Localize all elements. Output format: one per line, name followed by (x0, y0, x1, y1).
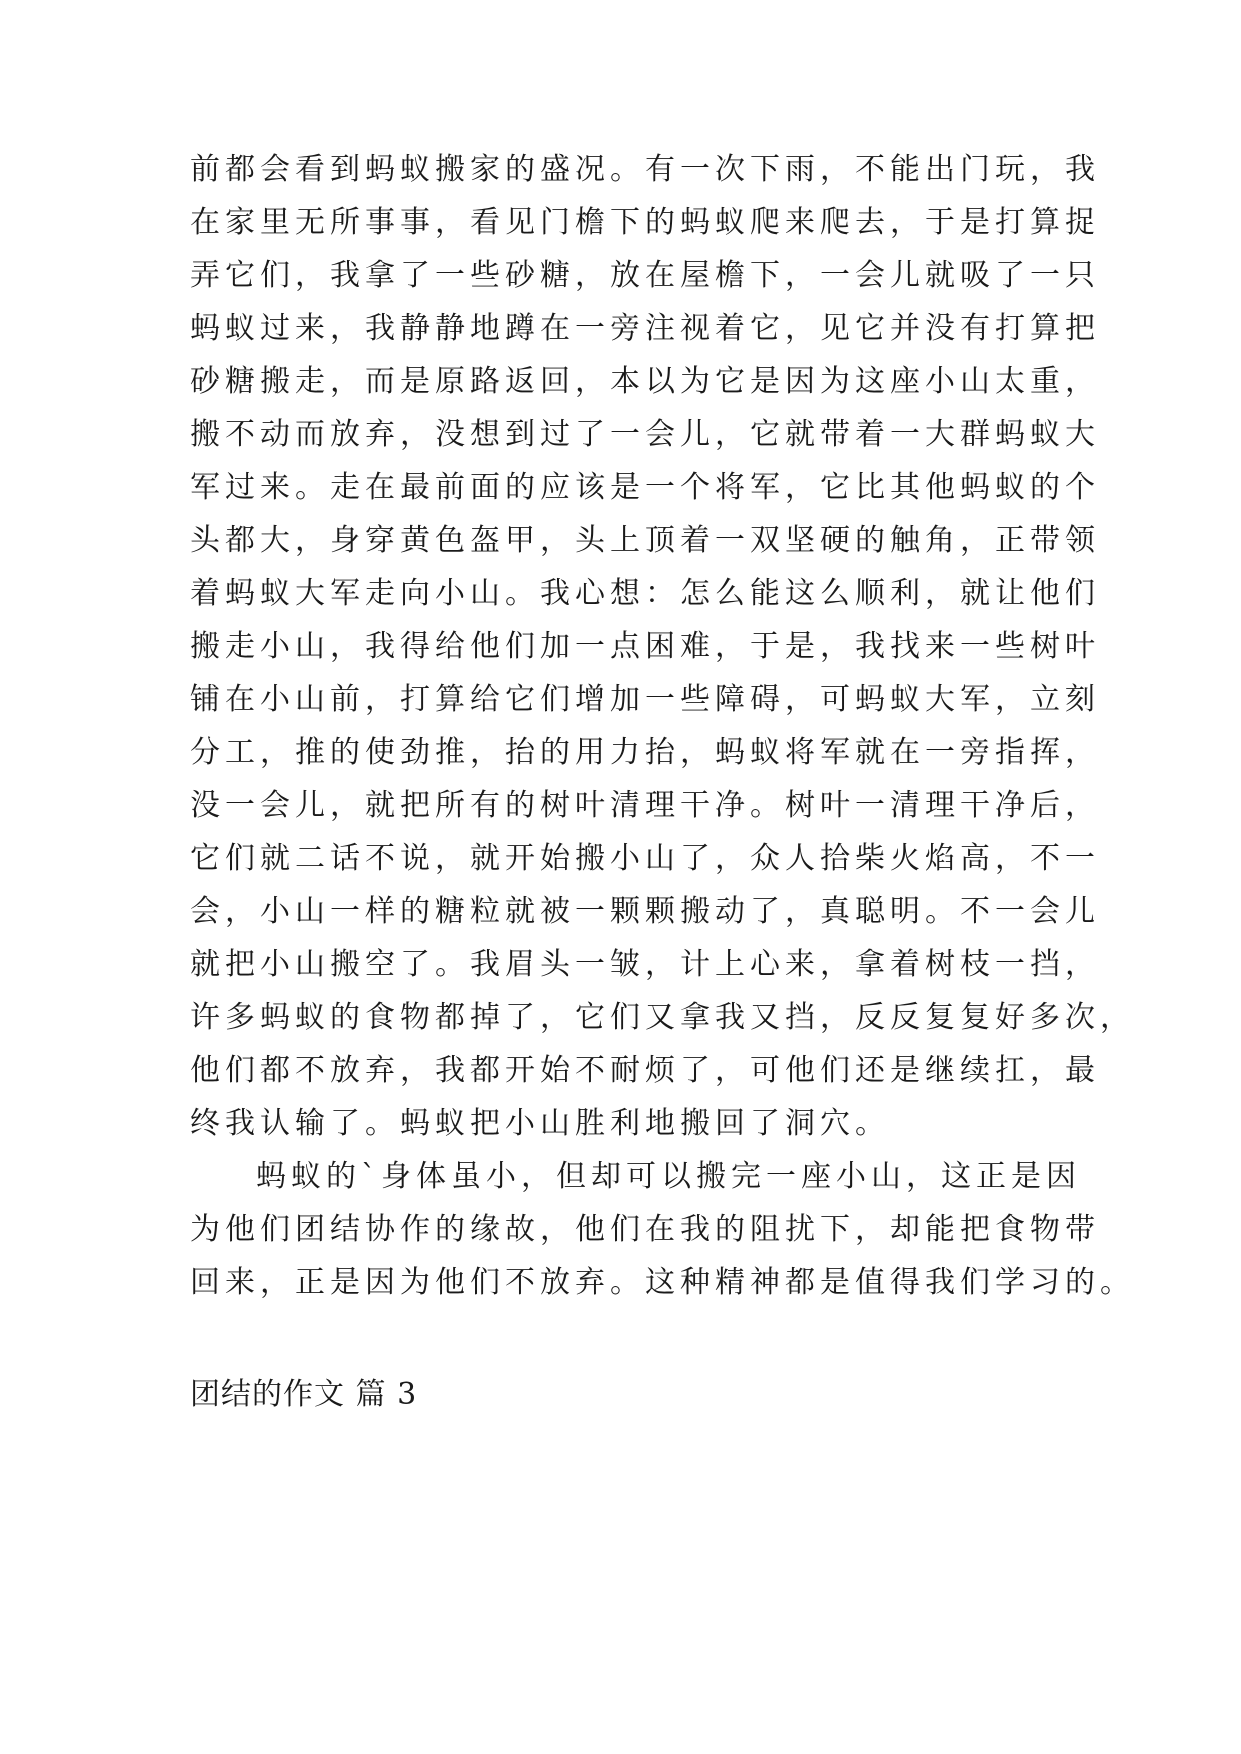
paragraph-1-line-14: 它们就二话不说，就开始搬小山了，众人拾柴火焰高，不一 (190, 841, 1100, 876)
paragraph-1-line-8: 头都大，身穿黄色盔甲，头上顶着一双坚硬的触角，正带领 (190, 523, 1100, 558)
paragraph-1-line-11: 铺在小山前，打算给它们增加一些障碍，可蚂蚁大军，立刻 (190, 682, 1100, 717)
paragraph-2-line-3: 回来，正是因为他们不放弃。这种精神都是值得我们学习的。 (190, 1265, 1135, 1300)
paragraph-1-line-19: 终我认输了。蚂蚁把小山胜利地搬回了洞穴。 (190, 1106, 890, 1141)
paragraph-1-line-7: 军过来。走在最前面的应该是一个将军，它比其他蚂蚁的个 (190, 470, 1100, 505)
paragraph-1-line-17: 许多蚂蚁的食物都掉了，它们又拿我又挡，反反复复好多次， (190, 1000, 1135, 1035)
paragraph-1-line-10: 搬走小山，我得给他们加一点困难，于是，我找来一些树叶 (190, 629, 1100, 664)
section-heading: 团结的作文 篇 3 (190, 1377, 418, 1412)
paragraph-1-line-16: 就把小山搬空了。我眉头一皱，计上心来，拿着树枝一挡， (190, 947, 1100, 982)
paragraph-1-line-18: 他们都不放弃，我都开始不耐烦了，可他们还是继续扛，最 (190, 1053, 1100, 1088)
paragraph-1-line-9: 着蚂蚁大军走向小山。我心想：怎么能这么顺利，就让他们 (190, 576, 1100, 611)
paragraph-1-line-2: 在家里无所事事，看见门檐下的蚂蚁爬来爬去，于是打算捉 (190, 205, 1100, 240)
paragraph-1-line-15: 会，小山一样的糖粒就被一颗颗搬动了，真聪明。不一会儿 (190, 894, 1100, 929)
paragraph-2-line-1: 蚂蚁的`身体虽小，但却可以搬完一座小山，这正是因 (256, 1159, 1081, 1194)
paragraph-1-line-5: 砂糖搬走，而是原路返回，本以为它是因为这座小山太重， (190, 364, 1100, 399)
paragraph-1-line-13: 没一会儿，就把所有的树叶清理干净。树叶一清理干净后， (190, 788, 1100, 823)
paragraph-1-line-12: 分工，推的使劲推，抬的用力抬，蚂蚁将军就在一旁指挥， (190, 735, 1100, 770)
paragraph-1-line-4: 蚂蚁过来，我静静地蹲在一旁注视着它，见它并没有打算把 (190, 311, 1100, 346)
paragraph-1-line-6: 搬不动而放弃，没想到过了一会儿，它就带着一大群蚂蚁大 (190, 417, 1100, 452)
paragraph-1-line-3: 弄它们，我拿了一些砂糖，放在屋檐下，一会儿就吸了一只 (190, 258, 1100, 293)
paragraph-2-line-2: 为他们团结协作的缘故，他们在我的阻扰下，却能把食物带 (190, 1212, 1100, 1247)
paragraph-1-line-1: 前都会看到蚂蚁搬家的盛况。有一次下雨，不能出门玩，我 (190, 152, 1100, 187)
